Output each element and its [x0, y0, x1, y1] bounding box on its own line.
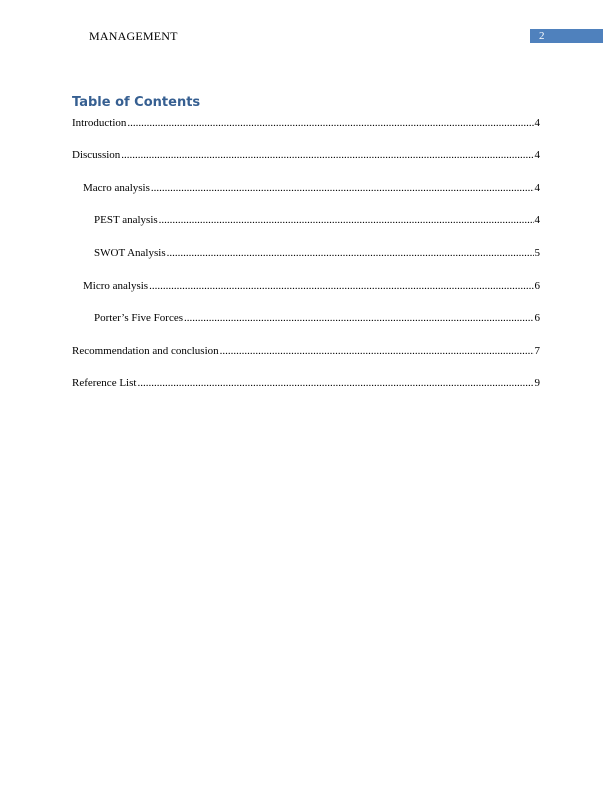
- toc-dot-leader: [149, 279, 533, 293]
- toc-entry-pest-analysis[interactable]: [94, 213, 540, 227]
- toc-entry-page: 4: [534, 149, 540, 161]
- toc-entry-swot-analysis[interactable]: [94, 246, 540, 260]
- toc-heading: Table of Contents: [72, 95, 201, 110]
- toc-entry-label: Recommendation and conclusion: [72, 345, 219, 357]
- toc-dot-leader: [151, 181, 534, 195]
- toc-entry-label: Micro analysis: [83, 280, 149, 292]
- toc-entry-porters-five-forces[interactable]: [94, 311, 540, 325]
- toc-entry-page: 4: [534, 214, 540, 226]
- toc-entry-page: 7: [534, 345, 540, 357]
- toc-entry-introduction[interactable]: [72, 116, 540, 130]
- toc-entry-label: Discussion: [72, 149, 121, 161]
- toc-dot-leader: [167, 246, 534, 260]
- toc-entry-label: PEST analysis: [94, 214, 158, 226]
- page-number-badge: [530, 29, 603, 43]
- toc-entry-macro-analysis[interactable]: [83, 181, 540, 195]
- toc-entry-discussion[interactable]: [72, 148, 540, 162]
- toc-entry-label: Porter’s Five Forces: [94, 312, 184, 324]
- toc-entry-page: 9: [534, 377, 540, 389]
- toc-entry-recommendation-and-conclusion[interactable]: [72, 344, 540, 358]
- toc-entry-page: 6: [534, 312, 540, 324]
- toc-entry-label: Macro analysis: [83, 182, 150, 194]
- toc-entry-label: Reference List: [72, 377, 137, 389]
- toc-dot-leader: [184, 311, 533, 325]
- toc-entry-page: 5: [534, 247, 540, 259]
- toc-dot-leader: [137, 376, 533, 390]
- toc-dot-leader: [121, 148, 533, 162]
- toc-entry-reference-list[interactable]: [72, 376, 540, 390]
- toc-entry-page: 4: [534, 182, 540, 194]
- toc-dot-leader: [220, 344, 534, 358]
- toc-dot-leader: [159, 213, 534, 227]
- toc-entry-page: 4: [534, 117, 540, 129]
- toc-dot-leader: [127, 116, 533, 130]
- toc-entry-micro-analysis[interactable]: [83, 279, 540, 293]
- toc-entry-page: 6: [534, 280, 540, 292]
- toc-entry-label: SWOT Analysis: [94, 247, 166, 259]
- running-header-title: MANAGEMENT: [89, 29, 178, 43]
- toc-entry-label: Introduction: [72, 117, 127, 129]
- page-number: 2: [539, 30, 545, 42]
